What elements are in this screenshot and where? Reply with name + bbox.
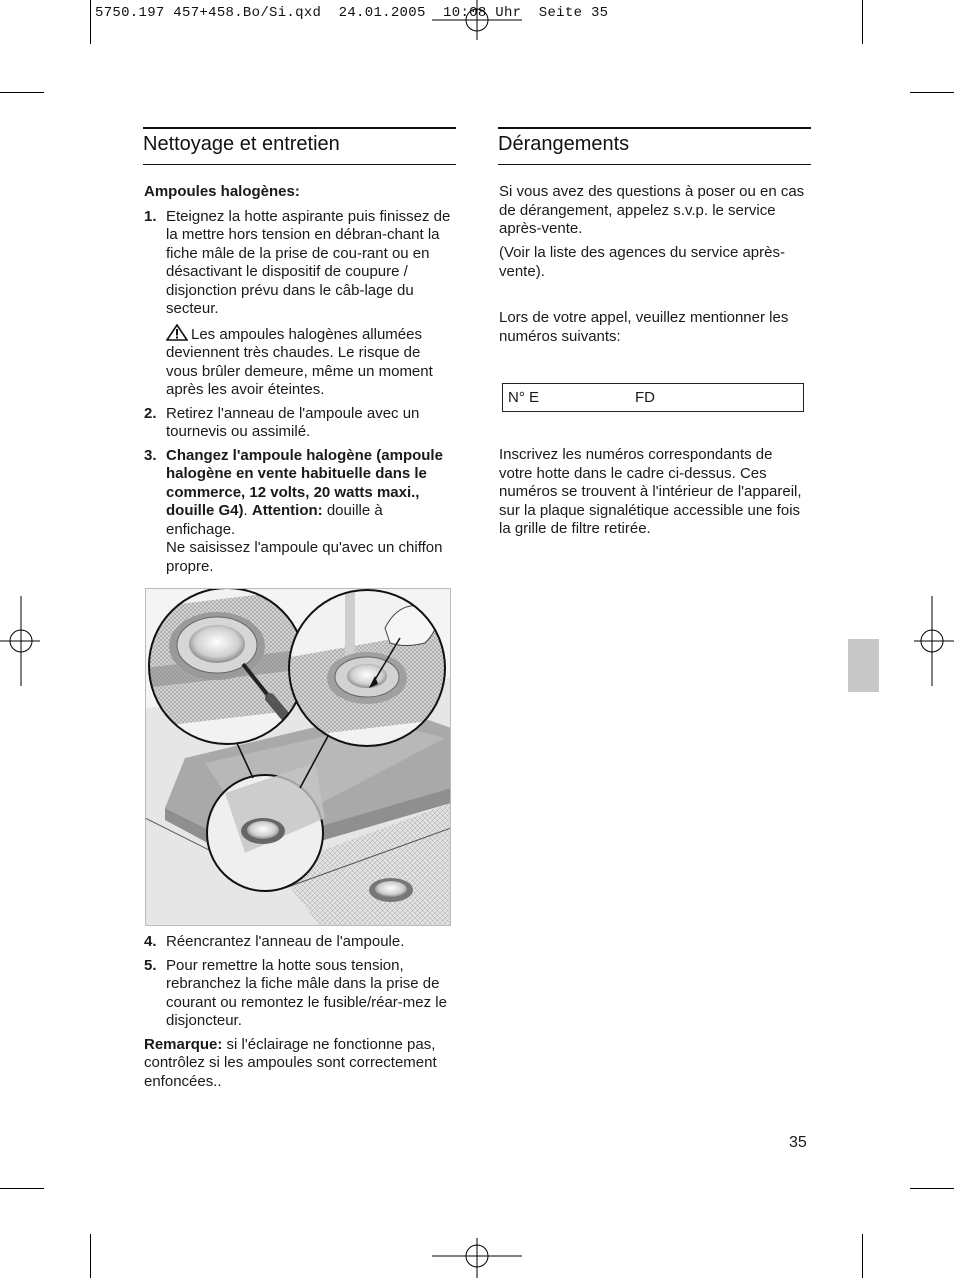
section-tab-marker <box>848 639 879 692</box>
warning-block <box>144 324 456 400</box>
title-rule-bottom <box>498 164 811 165</box>
warning-triangle-icon <box>166 324 188 341</box>
step-number: 4. <box>144 933 157 950</box>
title-rule-bottom <box>143 164 456 165</box>
title-rule-top <box>143 127 456 129</box>
crop-mark <box>90 0 91 44</box>
e-number-label: N° E <box>508 389 540 406</box>
model-number-box <box>502 383 804 412</box>
faults-intro: Si vous avez des questions à poser ou en cas de dérangement, appelez s.v.p. le service après-vente. <box>499 183 805 237</box>
step-number: 1. <box>144 207 157 225</box>
attention-label: Attention: <box>251 502 323 519</box>
step-text: Pour remettre la hotte sous tension, rebranchez la fiche mâle dans la prise de courant ou remontez le fusible/réar-mez le disjoncteur. <box>166 956 447 1029</box>
registration-mark-icon <box>914 596 954 686</box>
crop-mark <box>862 0 863 44</box>
cleaning-instructions-continued <box>144 933 456 1091</box>
remark-label: Remarque: <box>144 1035 223 1053</box>
crop-mark <box>910 92 954 93</box>
page-number: 35 <box>789 1134 807 1151</box>
step-extra-text: Ne saisissez l'ampoule qu'avec un chiffon propre. <box>166 539 443 575</box>
service-list-note: (Voir la liste des agences du service après-vente). <box>499 244 785 280</box>
remark-text: si l'éclairage ne fonctionne pas, contrôlez si les ampoules sont correctement enfoncées.. <box>144 1035 437 1090</box>
file-slug: 5750.197 457+458.Bo/Si.qxd 24.01.2005 10:08 Uhr Seite 35 <box>95 5 609 21</box>
halogen-lamp-illustration <box>145 588 451 926</box>
warning-text: Les ampoules halogènes allumées deviennent très chaudes. Le risque de vous brûler demeure, même un moment après les avoir éteintes. <box>166 325 433 398</box>
attention-text: douille à enfichage. <box>166 502 383 538</box>
fd-number-label: FD <box>635 389 655 406</box>
step-4 <box>144 933 456 952</box>
crop-mark <box>90 1234 91 1278</box>
step-1 <box>144 208 456 319</box>
step-bold-text: Changez l'ampoule halogène (ampoule halogène en vente habituelle dans le commerce, 12 volts, 20 watts maxi., douille G4) <box>166 446 443 519</box>
call-instructions: Lors de votre appel, veuillez mentionner les numéros suivants: <box>499 309 789 345</box>
registration-mark-icon <box>432 0 522 40</box>
subheading-halogen: Ampoules halogènes: <box>144 183 300 200</box>
crop-mark <box>862 1234 863 1278</box>
step-number: 2. <box>144 404 157 422</box>
step-3: 3. Changez l'ampoule halogène (ampoule halogène en vente habituelle dans le commerce, 12 volts, 20 watts maxi., douille G4). Attention: douille à enfichage. Ne saisissez l'ampoule qu'avec un chiffon propre. <box>144 447 456 577</box>
step-text: Retirez l'anneau de l'ampoule avec un tournevis ou assimilé. <box>166 404 420 440</box>
registration-mark-icon <box>432 1238 522 1278</box>
step-number: 3. <box>144 446 157 464</box>
title-rule-top <box>498 127 811 129</box>
crop-mark <box>0 92 44 93</box>
step-text: Réencrantez l'anneau de l'ampoule. <box>166 933 405 950</box>
step-number: 5. <box>144 956 157 974</box>
step-5 <box>144 957 456 1031</box>
section-title-faults: Dérangements <box>498 133 630 155</box>
step-text: Eteignez la hotte aspirante puis finissez de la mettre hors tension en débran-chant la fiche mâle de la prise de cou-rant ou en désactivant le dispositif de coupure / disjonction prévu dans le câb-lage du secteur. <box>166 207 451 317</box>
rating-plate-note: Inscrivez les numéros correspondants de votre hotte dans le cadre ci-dessus. Ces numéros se trouvent à l'intérieur de l'appareil, sur la plaque signalétique accessible une fois la grille de filtre retirée. <box>499 446 802 537</box>
section-title-cleaning: Nettoyage et entretien <box>143 133 340 155</box>
remark <box>144 1036 456 1092</box>
cleaning-instructions <box>144 183 456 581</box>
crop-mark <box>910 1188 954 1189</box>
registration-mark-icon <box>0 596 40 686</box>
crop-mark <box>0 1188 44 1189</box>
step-2 <box>144 405 456 442</box>
